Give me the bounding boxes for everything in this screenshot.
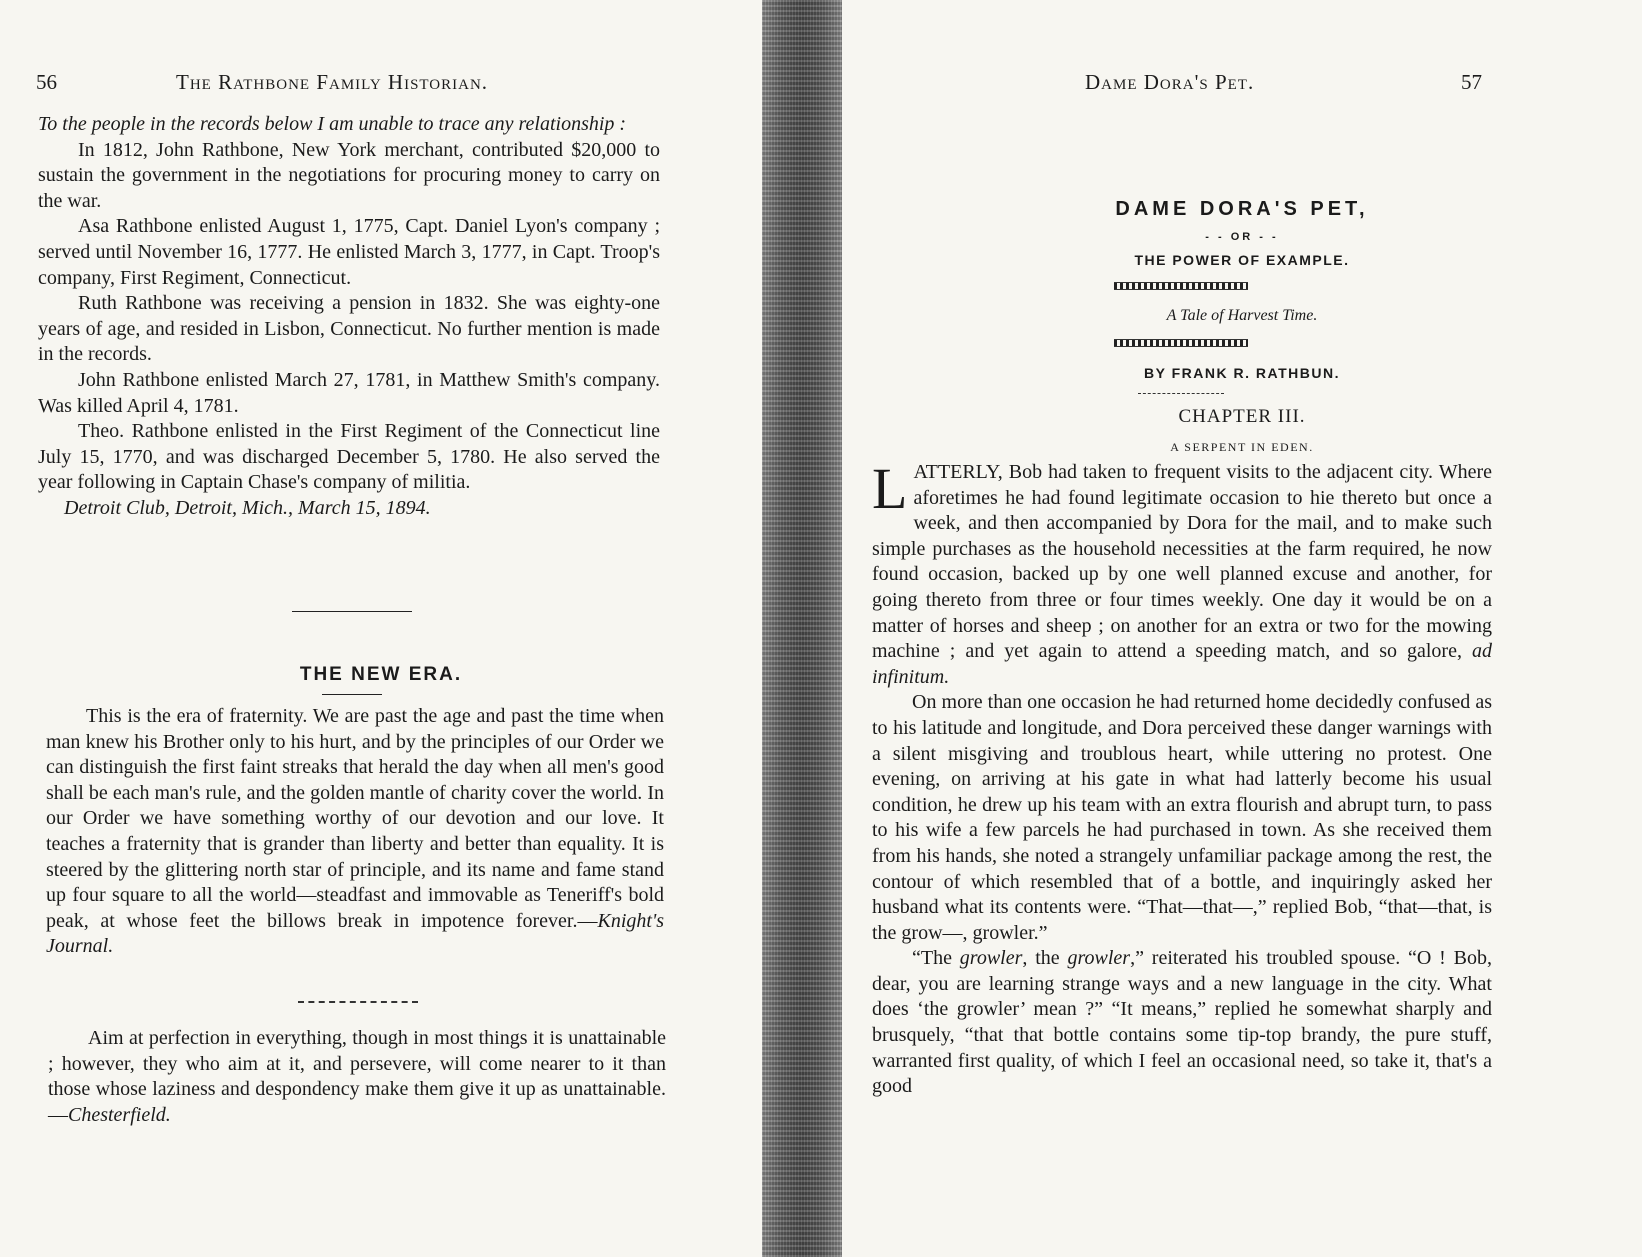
ornamental-rule (1114, 339, 1248, 347)
page-number: 56 (36, 70, 57, 94)
right-page (842, 0, 1642, 1257)
book-gutter (762, 0, 842, 1257)
chapter-text (872, 456, 1492, 1100)
record-paragraph: John Rathbone enlisted March 27, 1781, in Matthew Smith's company. Was killed April 4, 1781. (38, 368, 660, 417)
aim-source: Chesterfield. (68, 1103, 171, 1126)
new-era-text: This is the era of fraternity. We are past the age and past the time when man knew his Brother only to his hurt, and by the principles of our Order we can distinguish the first faint streaks that herald the day when all men's good shall be each man's rule, and the golden mantle of charity cover the world. In our Order we have something worthy of our devotion and our love. It teaches a fraternity that is grander than liberty and better than equality. It is steered by the glittering north star of principle, and its name and fame stand up four square to all the world—steadfast and immovable as Teneriff's bold peak, at whose feet the billows break in impotence forever.— (46, 705, 664, 932)
record-paragraph: Theo. Rathbone enlisted in the First Regiment of the Connecticut line July 15, 1770, and was discharged December 5, 1780. He also served the year following in Captain Chase's company of militia. (38, 420, 660, 494)
drop-cap: L (872, 456, 908, 521)
paragraph-italic: growler (959, 947, 1023, 970)
heading-underline (322, 694, 382, 695)
aim-paragraph (48, 1026, 666, 1128)
aim-section (48, 1026, 666, 1128)
chapter-number: CHAPTER III. (1178, 406, 1306, 427)
story-title: DAME DORA'S PET, (1115, 198, 1369, 220)
aim-text: Aim at perfection in everything, though in most things it is unattainable ; however, they who aim at it, and persevere, will come nearer to it than those whose laziness and despondency make them give it up as unattainable.— (48, 1027, 666, 1126)
new-era-paragraph (46, 704, 664, 960)
record-paragraph: In 1812, John Rathbone, New York merchant, contributed $20,000 to sustain the government in the negotiations for procuring money to carry on the war. (38, 138, 660, 212)
new-era-section (46, 704, 664, 960)
new-era-source: Knight's Journal. (46, 909, 664, 958)
record-paragraph: Ruth Rathbone was receiving a pension in 1832. She was eighty-one years of age, and resided in Lisbon, Connecticut. No further mention is made in the records. (38, 292, 660, 366)
left-page (0, 0, 762, 1257)
story-paragraph: On more than one occasion he had returned home decidedly confused as to his latitude and longitude, and Dora perceived these danger warnings with a silent misgiving and troublous heart, while uttering no protest. One evening, on arriving at his gate in what had latterly become his usual condition, he drew up his team with an extra flourish and abrupt turn, to pass to his wife a few parcels he had purchased in town. As she received them from his hands, she noted a strangely unfamiliar package among the rest, the contour of which resembled that of a bottle, and inquiringly asked her husband what its contents were. “That—that—,” replied Bob, “that—that, is the grow—, growler.” (872, 691, 1492, 944)
story-subtitle: THE POWER OF EXAMPLE. (1134, 252, 1350, 268)
records-section (38, 112, 660, 522)
paragraph-italic: growler (1067, 947, 1131, 970)
records-intro: To the people in the records below I am unable to trace any relationship : (38, 113, 627, 135)
running-head: The Rathbone Family Historian. (176, 70, 489, 94)
record-paragraph: Asa Rathbone enlisted August 1, 1775, Capt. Daniel Lyon's company ; served until November 16, 1777. He enlisted March 3, 1777, in Capt. Troop's company, First Regiment, Connecticut. (38, 215, 660, 289)
new-era-heading: THE NEW ERA. (299, 664, 463, 685)
byline: BY FRANK R. RATHBUN. (1144, 365, 1340, 381)
running-head: Dame Dora's Pet. (1085, 70, 1255, 94)
story-paragraph (872, 456, 1492, 690)
paragraph-text: ATTERLY, Bob had taken to frequent visits to the adjacent city. Where aforetimes he had found legitimate occasion to hie thereto but once a week, and then accompanied by Dora for the mail, and to make such simple purchases as the household necessities at the farm required, he now found occasion, backed up by one well planned excuse and another, for going thereto from three or four times weekly. One day it would be on a matter of horses and sheep ; on another for an extra or two for the mowing machine ; and yet again to attend a speeding match, and so galore, (872, 461, 1492, 663)
dateline: Detroit Club, Detroit, Mich., March 15, 1894. (64, 496, 431, 519)
paragraph-italic: ad infinitum. (872, 640, 1492, 688)
chapter-title: A SERPENT IN EDEN. (1170, 440, 1314, 454)
section-divider (292, 611, 412, 612)
or-line: - - OR - - (1205, 231, 1279, 243)
paragraph-text: “The (912, 947, 960, 970)
paragraph-text: ,” reiterated his troubled spouse. “O ! Bob, dear, you are learning strange ways and a new language in the city. What does ‘the growler’ mean ?” “It means,” replied he somewhat sharply and brusquely, “that that bottle contains some tip-top brandy, the pure stuff, warranted first quality, of which I feel an occasional need, so take it, that's a good (872, 947, 1492, 1098)
story-paragraph (872, 946, 1492, 1100)
paragraph-text: , the (1022, 947, 1068, 970)
story-tagline: A Tale of Harvest Time. (1166, 307, 1318, 324)
page-number: 57 (1461, 70, 1482, 94)
ornamental-rule (1114, 282, 1248, 290)
section-divider (298, 1001, 418, 1003)
ornamental-rule (1138, 393, 1224, 394)
